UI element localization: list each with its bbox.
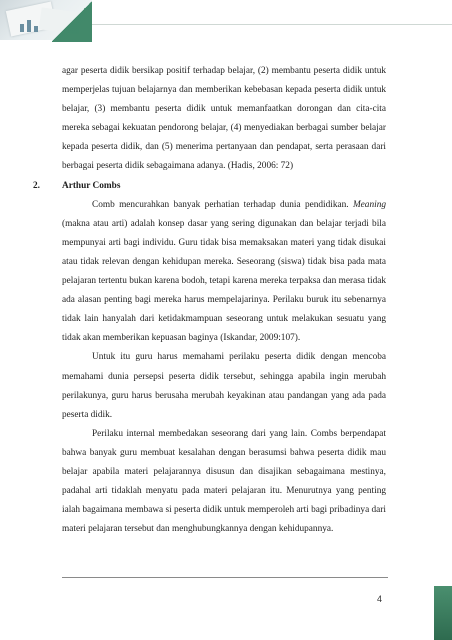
paragraph-4: Perilaku internal membedakan seseorang dari yang lain. Combs berpendapat bahwa banyak guru membuat kesalahan dengan berasumsi bahwa peserta didik mau belajar apabila materi pelajarannya disusun dan disajikan sebagaimana mestinya, padahal arti tidaklah menyatu pada materi pelajaran itu. Menurutnya yang penting ialah bagaimana membawa si peserta didik untuk memperoleh arti bagi pribadinya dari materi pelajaran tersebut dan menghubungkannya dengan kehidupannya. bbox=[62, 428, 386, 535]
header-accent-triangle bbox=[52, 0, 92, 42]
paragraph-2-italic-term: Meaning bbox=[352, 199, 386, 210]
chart-bar-graphic bbox=[34, 26, 38, 32]
chart-bar-graphic bbox=[20, 24, 24, 32]
paragraph-1: agar peserta didik bersikap positif terhadap belajar, (2) membantu peserta didik untuk memperjelas tujuan belajarnya dan memberikan kebebasan kepada peserta didik untuk belajar, (3) membantu peserta didik untuk memanfaatkan dorongan dan cita-cita mereka sebagai kekuatan pendorong belajar, (4) menyediakan berbagai sumber belajar kepada peserta didik, dan (5) menerima pertanyaan dan pendapat, serta perasaan dari berbagai peserta didik sebagaimana adanya. (Hadis, 2006: 72) bbox=[62, 66, 386, 172]
chart-bar-graphic bbox=[27, 20, 31, 32]
footer-accent-band bbox=[434, 586, 452, 640]
paragraph-3: Untuk itu guru harus memahami perilaku peserta didik dengan mencoba memahami dunia persepsi peserta didik tersebut, sehingga apabila ingin merubah perilakunya, guru harus berusaha merubah keyakinan atau pandangan yang ada pada peserta didik. bbox=[62, 352, 386, 420]
page-body bbox=[33, 62, 386, 539]
section-heading-number: 2. bbox=[33, 180, 40, 191]
section-heading-title: Arthur Combs bbox=[62, 180, 121, 191]
header-rule bbox=[92, 24, 452, 25]
page-number: 4 bbox=[376, 594, 382, 604]
footer-rule bbox=[62, 577, 388, 578]
paragraph-2-rest: (makna atau arti) adalah konsep dasar yang sering digunakan dan belajar terjadi bila mempunyai arti bagi individu. Guru tidak bisa memaksakan materi yang tidak disukai atau tidak relevan dengan kehidupan mereka. Seseorang (siswa) tidak bisa pada mata pelajaran tertentu bukan karena bodoh, tetapi karena mereka terpaksa dan merasa tidak ada alasan penting bagi mereka harus mempelajarinya. Perilaku buruk itu sebenarnya tidak lain hanyalah dari ketidakmampuan seseorang untuk melakukan sesuatu yang tidak akan memberikan kepuasan baginya (Iskandar, 2009:107). bbox=[62, 218, 386, 344]
paragraph-2 bbox=[62, 196, 386, 349]
paragraph-2-start: Comb mencurahkan banyak perhatian terhadap dunia pendidikan. bbox=[92, 199, 353, 210]
section-heading bbox=[33, 177, 386, 196]
